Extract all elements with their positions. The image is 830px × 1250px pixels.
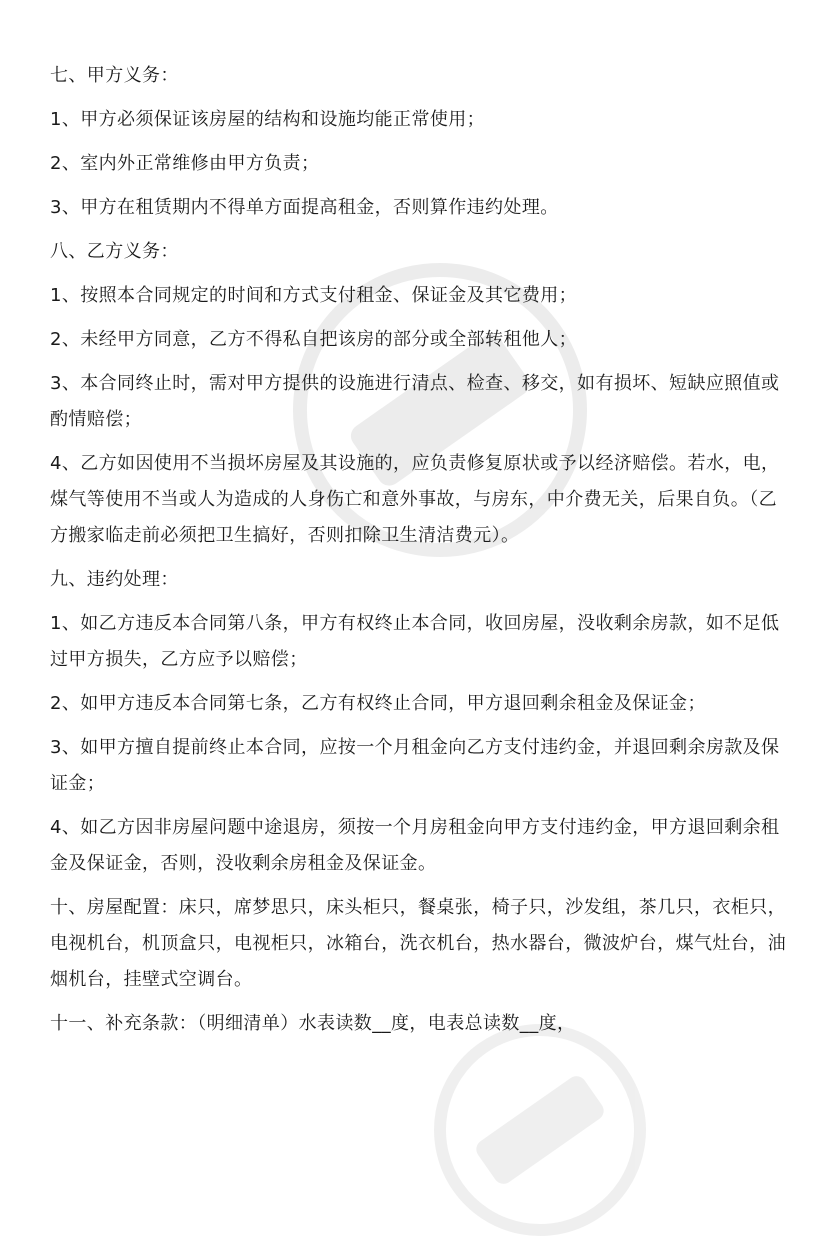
section-10-config: 十、房屋配置：床只，席梦思只，床头柜只，餐桌张，椅子只，沙发组，茶几只，衣柜只，电视机台，机顶盒只，电视柜只，冰箱台，洗衣机台，热水器台，微波炉台，煤气灶台，油烟机台，挂壁式空调台。	[50, 897, 786, 990]
section-heading-7: 七、甲方义务：	[50, 65, 179, 86]
clause-8-2: 2、未经甲方同意，乙方不得私自把该房的部分或全部转租他人；	[50, 329, 578, 350]
clause-9-4: 4、如乙方因非房屋问题中途退房，须按一个月房租金向甲方支付违约金，甲方退回剩余租金及保证金，否则，没收剩余房租金及保证金。	[50, 817, 780, 874]
section-heading-9: 九、违约处理：	[50, 569, 179, 590]
document-body	[50, 58, 790, 1050]
clause-7-2: 2、室内外正常维修由甲方负责；	[50, 153, 320, 174]
clause-9-3: 3、如甲方擅自提前终止本合同，应按一个月租金向乙方支付违约金，并退回剩余房款及保证金；	[50, 737, 780, 794]
section-heading-8: 八、乙方义务：	[50, 241, 179, 262]
clause-9-1: 1、如乙方违反本合同第八条，甲方有权终止本合同，收回房屋，没收剩余房款，如不足低过甲方损失，乙方应予以赔偿；	[50, 613, 780, 670]
clause-8-1: 1、按照本合同规定的时间和方式支付租金、保证金及其它费用；	[50, 285, 578, 306]
clause-7-3: 3、甲方在租赁期内不得单方面提高租金，否则算作违约处理。	[50, 197, 559, 218]
clause-8-4: 4、乙方如因使用不当损坏房屋及其设施的，应负责修复原状或予以经济赔偿。若水，电，煤气等使用不当或人为造成的人身伤亡和意外事故，与房东，中介费无关，后果自负。（乙方搬家临走前必须把卫生搞好，否则扣除卫生清洁费元）。	[50, 453, 780, 546]
clause-8-3: 3、本合同终止时，需对甲方提供的设施进行清点、检查、移交，如有损坏、短缺应照值或酌情赔偿；	[50, 373, 780, 430]
section-11-supplement: 十一、补充条款：（明细清单）水表读数__度，电表总读数__度，	[50, 1013, 576, 1034]
clause-7-1: 1、甲方必须保证该房屋的结构和设施均能正常使用；	[50, 109, 486, 130]
clause-9-2: 2、如甲方违反本合同第七条，乙方有权终止合同，甲方退回剩余租金及保证金；	[50, 693, 706, 714]
